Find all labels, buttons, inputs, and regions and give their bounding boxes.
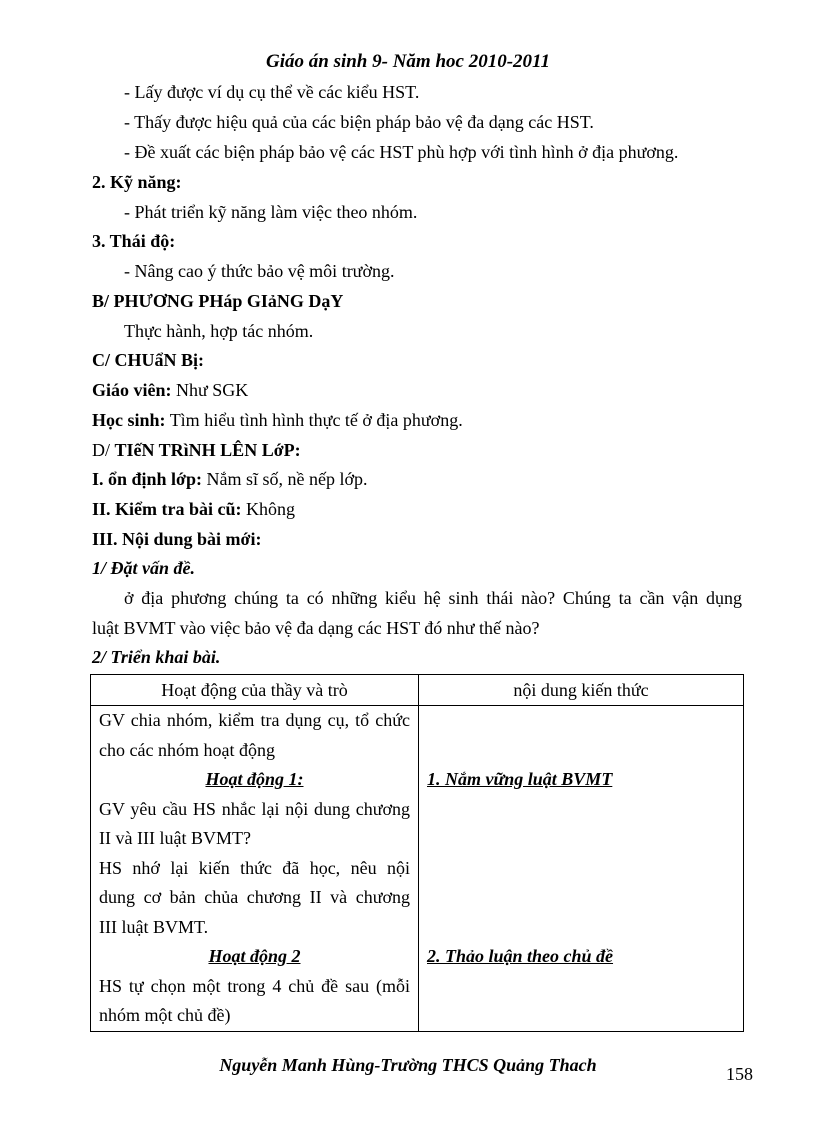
process-heading-text: TIếN TRìNH LÊN LớP: (114, 440, 301, 460)
prep-teacher (92, 380, 248, 401)
prep-heading: C/ CHUẩN Bị: (92, 350, 204, 370)
objective-item: - Thấy được hiệu quả của các biện pháp bảo vệ đa dạng các HST. (124, 112, 594, 132)
lesson-table (90, 674, 744, 1032)
prep-teacher-text: Như SGK (171, 380, 249, 400)
activity-text: dung cơ bản chủa chương II và chương (99, 887, 410, 907)
col-header-knowledge: nội dung kiến thức (419, 675, 744, 706)
attitude-heading: 3. Thái độ: (92, 231, 176, 251)
knowledge-blank (419, 913, 743, 943)
prep-student-text: Tìm hiểu tình hình thực tế ở địa phương. (165, 410, 463, 430)
activity-text: GV yêu cầu HS nhắc lại nội dung chương (99, 798, 410, 819)
prep-student (92, 410, 463, 431)
activity-text: HS nhớ lại kiến thức đã học, nêu nội (99, 857, 410, 878)
knowledge-cell (419, 706, 744, 1032)
intro-line-2: luật BVMT vào việc bảo vệ đa dạng các HST đó như thế nào? (92, 618, 540, 638)
page-header: Giáo án sinh 9- Năm hoc 2010-2011 (266, 51, 550, 72)
knowledge-blank (419, 736, 743, 766)
intro-line-1: ở địa phương chúng ta có những kiểu hệ sinh thái nào? Chúng ta cần vận dụng (124, 588, 742, 608)
prep-student-label: Học sinh: (92, 410, 166, 430)
objective-item: - Đề xuất các biện pháp bảo vệ các HST phù hợp với tình hình ở địa phương. (124, 142, 679, 162)
page-number: 158 (726, 1064, 753, 1084)
intro-heading: 1/ Đặt vấn đề. (92, 558, 195, 578)
activity-text: HS tự chọn một trong 4 chủ đề sau (mỗi (99, 975, 410, 996)
knowledge-blank (419, 824, 743, 854)
knowledge-blank (419, 795, 743, 825)
stabilize-line (92, 469, 368, 490)
method-heading: B/ PHƯƠNG PHáp GIảNG DạY (92, 291, 344, 311)
stabilize-label: I. ổn định lớp: (92, 469, 203, 489)
activity-text: GV chia nhóm, kiểm tra dụng cụ, tổ chức (99, 710, 410, 730)
knowledge-blank (419, 883, 743, 913)
knowledge-blank (419, 1001, 743, 1031)
activity-text: nhóm một chủ đề) (99, 1005, 231, 1025)
process-heading (92, 440, 301, 461)
process-heading-lead: D/ (92, 440, 115, 460)
knowledge-blank (419, 706, 743, 736)
page-footer: Nguyễn Manh Hùng-Trường THCS Quảng Thach (219, 1055, 597, 1075)
col-header-activities: Hoạt động của thầy và trò (91, 675, 419, 706)
new-lesson-heading: III. Nội dung bài mới: (92, 529, 262, 549)
activity-2-title: Hoạt động 2 (208, 946, 301, 966)
knowledge-item-2: 2. Thảo luận theo chủ đề (427, 946, 614, 966)
activities-cell (91, 706, 419, 1032)
activity-text: II và III luật BVMT? (99, 828, 251, 848)
activity-text: III luật BVMT. (99, 916, 209, 937)
skills-heading: 2. Kỹ năng: (92, 172, 182, 192)
table-header-row (91, 675, 744, 706)
skills-item: - Phát triển kỹ năng làm việc theo nhóm. (124, 202, 418, 222)
knowledge-blank (419, 972, 743, 1002)
method-text: Thực hành, hợp tác nhóm. (124, 321, 314, 341)
objective-item: - Lấy được ví dụ cụ thể về các kiểu HST. (124, 82, 420, 102)
check-text: Không (241, 499, 295, 519)
table-row (91, 706, 744, 1032)
deploy-heading: 2/ Triển khai bài. (92, 647, 221, 667)
prep-teacher-label: Giáo viên: (92, 380, 172, 400)
check-label: II. Kiểm tra bài cũ: (92, 499, 242, 519)
stabilize-text: Nắm sĩ số, nề nếp lớp. (202, 469, 368, 489)
knowledge-item-1: 1. Nắm vững luật BVMT (427, 769, 613, 789)
check-line (92, 499, 295, 520)
knowledge-blank (419, 854, 743, 884)
attitude-item: - Nâng cao ý thức bảo vệ môi trường. (124, 261, 395, 281)
activity-1-title: Hoạt động 1: (205, 769, 304, 789)
activity-text: cho các nhóm hoạt động (99, 739, 275, 760)
